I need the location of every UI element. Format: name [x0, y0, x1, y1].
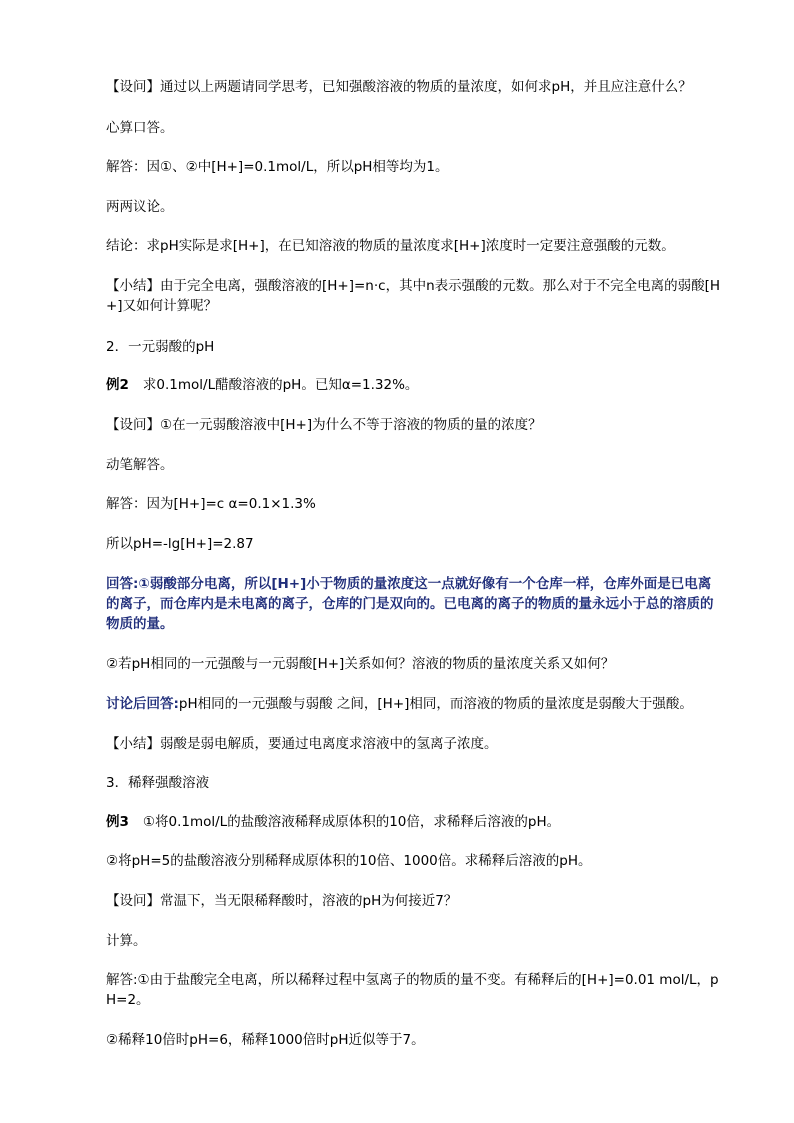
paragraph-summary-strong-acid: 【小结】由于完全电离，强酸溶液的[H+]=n·c，其中n表示强酸的元数。那么对于不完全电离的弱酸[H+]又如何计算呢？ — [106, 278, 721, 314]
example-3-label: 例3 — [106, 814, 129, 830]
section-heading-weak-acid-ph: 2．一元弱酸的pH — [106, 339, 215, 355]
paragraph-question-infinite-dilution: 【设问】常温下，当无限稀释酸时，溶液的pH为何接近7？ — [106, 893, 458, 909]
paragraph-question-weak-acid: 【设问】①在一元弱酸溶液中[H+]为什么不等于溶液的物质的量的浓度？ — [106, 417, 542, 433]
paragraph-write-answer: 动笔解答。 — [106, 457, 174, 473]
answer-label: 回答: — [106, 576, 139, 592]
paragraph-example-3 — [106, 812, 721, 832]
paragraph-calculate: 计算。 — [106, 933, 147, 949]
section-heading-dilute-strong-acid: 3．稀释强酸溶液 — [106, 775, 210, 791]
paragraph-answer-warehouse — [106, 574, 721, 634]
example-2-label: 例2 — [106, 377, 129, 393]
discussion-answer-text: pH相同的一元强酸与弱酸 之间，[H+]相同，而溶液的物质的量浓度是弱酸大于强酸。 — [178, 696, 693, 712]
example-3-text: ①将0.1mol/L的盐酸溶液稀释成原体积的10倍，求稀释后溶液的pH。 — [142, 814, 561, 830]
paragraph-mental-answer: 心算口答。 — [106, 120, 174, 136]
paragraph-answer-alpha: 解答：因为[H+]=c α=0.1×1.3% — [106, 496, 316, 512]
discussion-answer-label: 讨论后回答: — [106, 696, 179, 712]
paragraph-question-strong-acid: 【设问】通过以上两题请同学思考，已知强酸溶液的物质的量浓度，如何求pH，并且应注意什么？ — [106, 79, 692, 95]
paragraph-answer-dilution-2: ②稀释10倍时pH=6，稀释1000倍时pH近似等于7。 — [106, 1032, 425, 1048]
paragraph-discuss-pairs: 两两议论。 — [106, 199, 174, 215]
paragraph-question-same-ph: ②若pH相同的一元强酸与一元弱酸[H+]关系如何？溶液的物质的量浓度关系又如何？ — [106, 656, 615, 672]
paragraph-ph-result: 所以pH=-lg[H+]=2.87 — [106, 536, 254, 552]
paragraph-example-2 — [106, 375, 721, 395]
example-2-text: 求0.1mol/L醋酸溶液的pH。已知α=1.32%。 — [142, 377, 419, 393]
paragraph-summary-weak-acid: 【小结】弱酸是弱电解质，要通过电离度求溶液中的氢离子浓度。 — [106, 736, 498, 752]
paragraph-discussion-answer — [106, 694, 721, 714]
paragraph-example-3-part-2: ②将pH=5的盐酸溶液分别稀释成原体积的10倍、1000倍。求稀释后溶液的pH。 — [106, 853, 592, 869]
paragraph-answer-dilution: 解答:①由于盐酸完全电离，所以稀释过程中氢离子的物质的量不变。有稀释后的[H+]=0.01 mol/L，pH=2。 — [106, 972, 719, 1008]
answer-text: ①弱酸部分电离，所以[H+]小于物质的量浓度这一点就好像有一个仓库一样，仓库外面是已电离的离子，而仓库内是未电离的离子，仓库的门是双向的。已电离的离子的物质的量永远小于总的溶质的物质的量。 — [106, 576, 714, 632]
paragraph-answer-ph-1: 解答：因①、②中[H+]=0.1mol/L，所以pH相等均为1。 — [106, 159, 449, 175]
paragraph-conclusion: 结论：求pH实际是求[H+]，在已知溶液的物质的量浓度求[H+]浓度时一定要注意强酸的元数。 — [106, 238, 675, 254]
